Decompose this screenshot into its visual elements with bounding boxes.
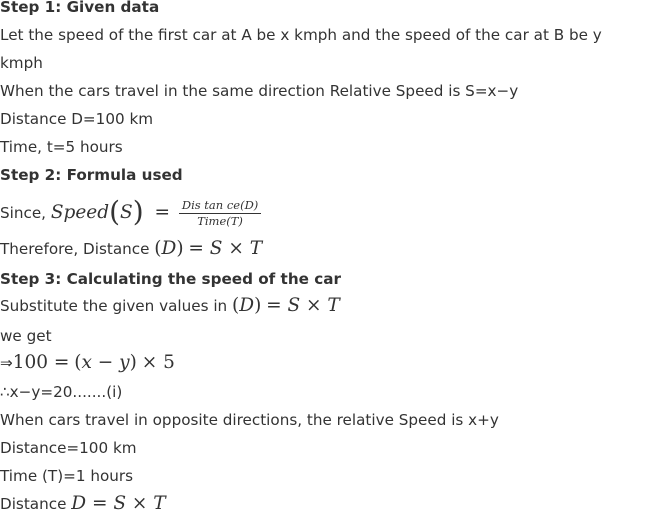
distance-time-fraction bbox=[179, 198, 261, 229]
opposite-direction-relative-speed: When cars travel in opposite directions, the relative Speed is x+y bbox=[0, 411, 499, 429]
formula-rhs: = S × T bbox=[188, 238, 263, 259]
distance-opposite: Distance=100 km bbox=[0, 439, 137, 457]
fraction-numerator: Dis tan ce(D) bbox=[179, 198, 261, 214]
step2-heading: Step 2: Formula used bbox=[0, 166, 183, 184]
substituted-equation bbox=[0, 349, 175, 377]
step3-heading: Step 3: Calculating the speed of the car bbox=[0, 270, 341, 288]
open-paren: ( bbox=[154, 238, 162, 259]
d-variable: D bbox=[161, 238, 177, 259]
given-distance: Distance D=100 km bbox=[0, 110, 154, 128]
equation-inner: x − y bbox=[81, 352, 130, 373]
distance-formula-line bbox=[0, 235, 262, 263]
open-paren: ( bbox=[109, 195, 121, 228]
s-variable: S bbox=[120, 202, 133, 223]
speed-definition-line: Let the speed of the first car at A be x kmph and the speed of the car at B be y bbox=[0, 26, 602, 44]
close-paren: ) bbox=[254, 295, 262, 316]
equals-sign: = bbox=[154, 202, 171, 223]
since-text: Since, bbox=[0, 204, 47, 222]
close-paren: ) bbox=[129, 352, 137, 373]
we-get-text: we get bbox=[0, 327, 52, 345]
fraction-denominator: Time(T) bbox=[197, 214, 243, 228]
substitute-rhs: = S × T bbox=[266, 295, 340, 316]
substitute-line bbox=[0, 292, 340, 320]
open-paren: ( bbox=[232, 295, 240, 316]
therefore-text: Therefore, Distance bbox=[0, 240, 150, 258]
close-paren: ) bbox=[132, 195, 144, 228]
speed-formula-line bbox=[0, 195, 261, 228]
d-variable: D bbox=[239, 295, 255, 316]
same-direction-relative-speed: When the cars travel in the same direction Relative Speed is S=x−y bbox=[0, 82, 519, 100]
result-equation-i: ∴x−y=20.......(i) bbox=[0, 383, 123, 401]
step1-heading: Step 1: Given data bbox=[0, 0, 160, 16]
speed-label: Speed bbox=[50, 202, 110, 223]
close-paren: ) bbox=[176, 238, 184, 259]
distance-formula: D = S × T bbox=[71, 493, 166, 514]
given-time: Time, t=5 hours bbox=[0, 138, 123, 156]
speed-definition-continuation: kmph bbox=[0, 54, 43, 72]
equation-rhs: × 5 bbox=[141, 352, 175, 373]
distance-formula-final bbox=[0, 490, 166, 518]
distance-label: Distance bbox=[0, 495, 67, 513]
implies-symbol: ⇒ bbox=[0, 354, 13, 372]
substitute-text: Substitute the given values in bbox=[0, 297, 228, 315]
time-opposite: Time (T)=1 hours bbox=[0, 467, 134, 485]
open-paren: ( bbox=[74, 352, 82, 373]
equation-lhs: 100 = bbox=[12, 352, 70, 373]
